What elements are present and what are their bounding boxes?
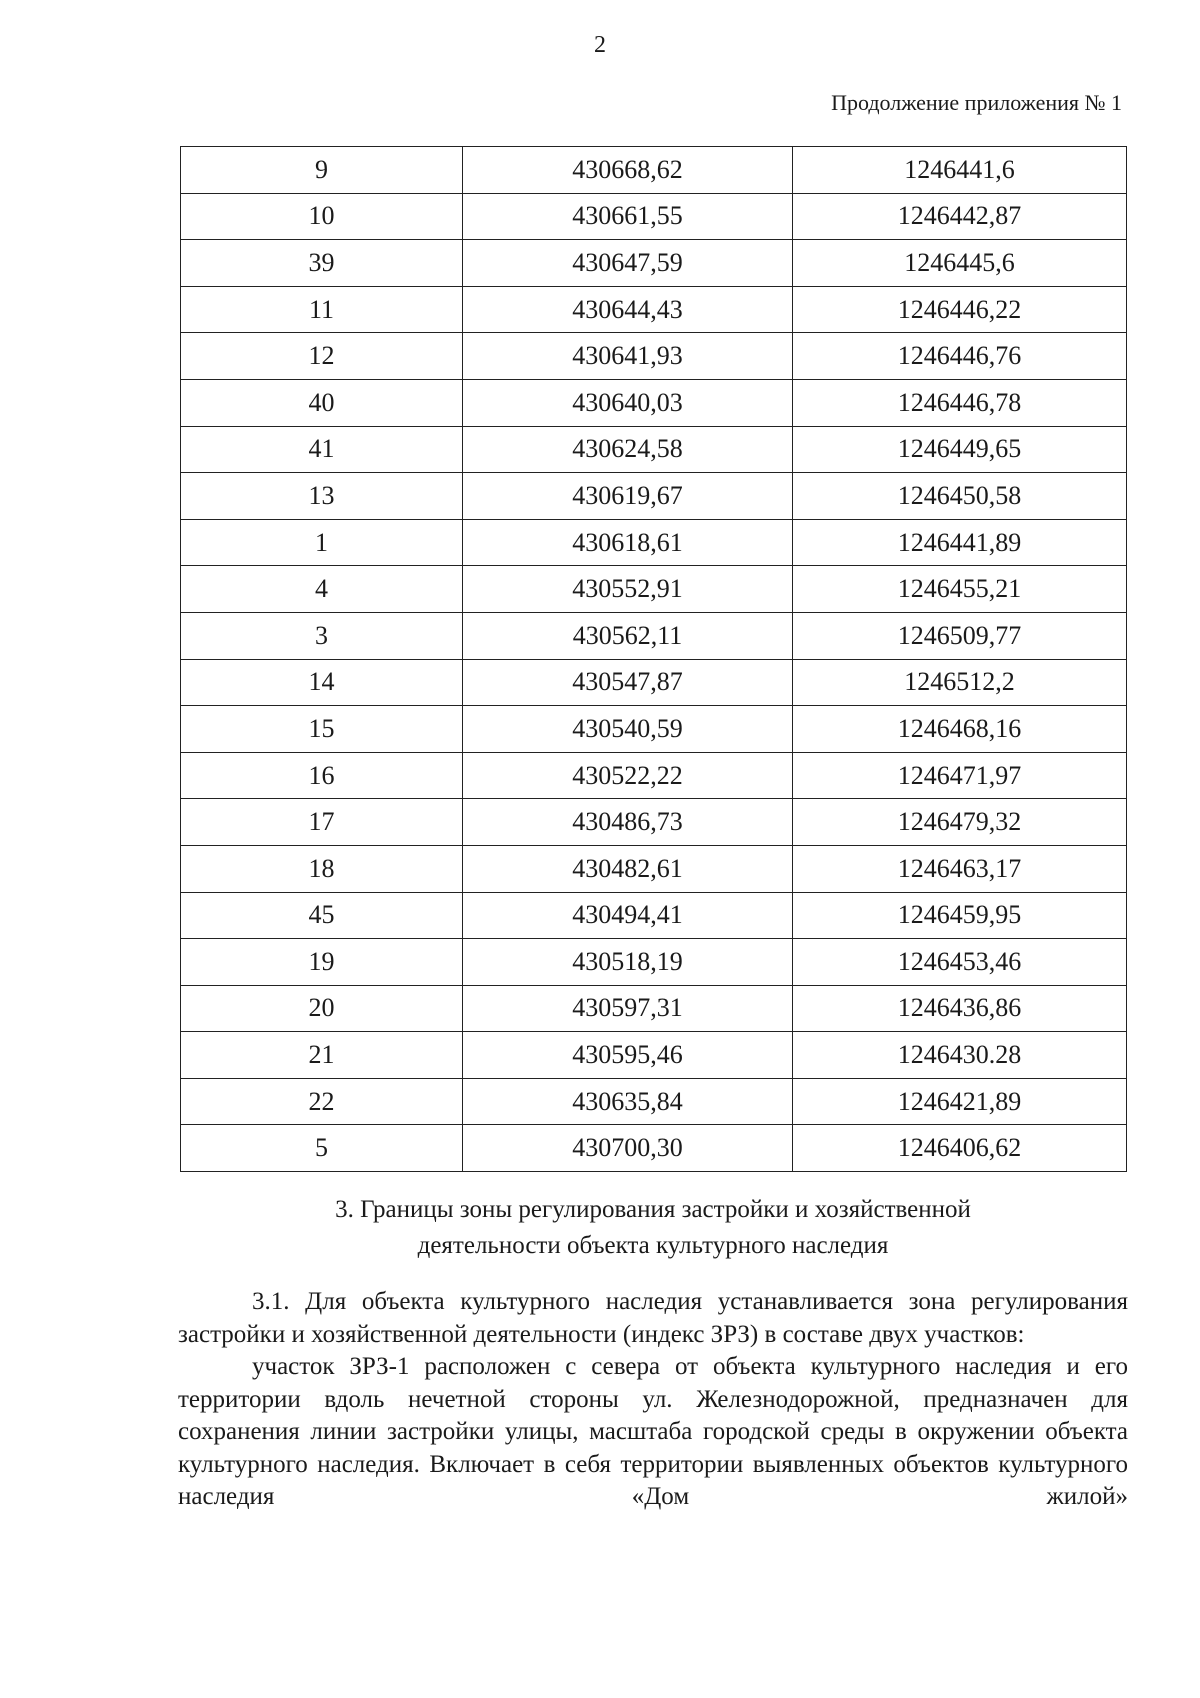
x-coordinate-cell: 430482,61 — [463, 845, 793, 892]
point-number-cell: 17 — [181, 799, 463, 846]
table-row — [181, 566, 1127, 613]
x-coordinate-cell: 430700,30 — [463, 1125, 793, 1172]
y-coordinate-cell: 1246471,97 — [793, 752, 1127, 799]
table-row — [181, 1125, 1127, 1172]
point-number-cell: 18 — [181, 845, 463, 892]
table-row — [181, 892, 1127, 939]
y-coordinate-cell: 1246445,6 — [793, 240, 1127, 287]
table-row — [181, 519, 1127, 566]
y-coordinate-cell: 1246446,76 — [793, 333, 1127, 380]
y-coordinate-cell: 1246441,89 — [793, 519, 1127, 566]
y-coordinate-cell: 1246479,32 — [793, 799, 1127, 846]
point-number-cell: 13 — [181, 473, 463, 520]
x-coordinate-cell: 430595,46 — [463, 1032, 793, 1079]
x-coordinate-cell: 430552,91 — [463, 566, 793, 613]
x-coordinate-cell: 430668,62 — [463, 147, 793, 194]
point-number-cell: 45 — [181, 892, 463, 939]
point-number-cell: 40 — [181, 379, 463, 426]
point-number-cell: 12 — [181, 333, 463, 380]
x-coordinate-cell: 430644,43 — [463, 286, 793, 333]
point-number-cell: 9 — [181, 147, 463, 194]
table-row — [181, 379, 1127, 426]
page-number: 2 — [594, 32, 606, 58]
table-row — [181, 240, 1127, 287]
point-number-cell: 15 — [181, 706, 463, 753]
paragraph-3-1: 3.1. Для объекта культурного наследия устанавливается зона регулирования застройки и хозяйственной деятельности (индекс ЗРЗ) в составе двух участков: — [178, 1288, 1128, 1348]
x-coordinate-cell: 430547,87 — [463, 659, 793, 706]
point-number-cell: 4 — [181, 566, 463, 613]
table-row — [181, 147, 1127, 194]
x-coordinate-cell: 430597,31 — [463, 985, 793, 1032]
point-number-cell: 3 — [181, 612, 463, 659]
x-coordinate-cell: 430618,61 — [463, 519, 793, 566]
section-heading — [180, 1192, 1126, 1264]
point-number-cell: 19 — [181, 939, 463, 986]
y-coordinate-cell: 1246446,78 — [793, 379, 1127, 426]
x-coordinate-cell: 430640,03 — [463, 379, 793, 426]
table-row — [181, 939, 1127, 986]
x-coordinate-cell: 430522,22 — [463, 752, 793, 799]
point-number-cell: 10 — [181, 193, 463, 240]
point-number-cell: 5 — [181, 1125, 463, 1172]
coordinates-table-body — [181, 147, 1127, 1172]
point-number-cell: 1 — [181, 519, 463, 566]
table-row — [181, 1078, 1127, 1125]
table-row — [181, 333, 1127, 380]
y-coordinate-cell: 1246509,77 — [793, 612, 1127, 659]
point-number-cell: 20 — [181, 985, 463, 1032]
x-coordinate-cell: 430486,73 — [463, 799, 793, 846]
y-coordinate-cell: 1246449,65 — [793, 426, 1127, 473]
table-row — [181, 985, 1127, 1032]
x-coordinate-cell: 430661,55 — [463, 193, 793, 240]
y-coordinate-cell: 1246436,86 — [793, 985, 1127, 1032]
body-text — [178, 1286, 1128, 1514]
table-row — [181, 426, 1127, 473]
table-row — [181, 845, 1127, 892]
table-row — [181, 752, 1127, 799]
table-row — [181, 286, 1127, 333]
table-row — [181, 193, 1127, 240]
y-coordinate-cell: 1246441,6 — [793, 147, 1127, 194]
x-coordinate-cell: 430518,19 — [463, 939, 793, 986]
y-coordinate-cell: 1246442,87 — [793, 193, 1127, 240]
x-coordinate-cell: 430540,59 — [463, 706, 793, 753]
point-number-cell: 41 — [181, 426, 463, 473]
point-number-cell: 22 — [181, 1078, 463, 1125]
y-coordinate-cell: 1246463,17 — [793, 845, 1127, 892]
x-coordinate-cell: 430647,59 — [463, 240, 793, 287]
table-row — [181, 799, 1127, 846]
x-coordinate-cell: 430494,41 — [463, 892, 793, 939]
x-coordinate-cell: 430619,67 — [463, 473, 793, 520]
y-coordinate-cell: 1246450,58 — [793, 473, 1127, 520]
x-coordinate-cell: 430624,58 — [463, 426, 793, 473]
table-row — [181, 706, 1127, 753]
y-coordinate-cell: 1246455,21 — [793, 566, 1127, 613]
appendix-continuation-label: Продолжение приложения № 1 — [831, 90, 1122, 115]
table-row — [181, 473, 1127, 520]
section-heading-line-1: 3. Границы зоны регулирования застройки и хозяйственной — [335, 1196, 971, 1223]
point-number-cell: 21 — [181, 1032, 463, 1079]
y-coordinate-cell: 1246453,46 — [793, 939, 1127, 986]
y-coordinate-cell: 1246430.28 — [793, 1032, 1127, 1079]
coordinates-table — [180, 146, 1127, 1172]
x-coordinate-cell: 430635,84 — [463, 1078, 793, 1125]
point-number-cell: 39 — [181, 240, 463, 287]
x-coordinate-cell: 430641,93 — [463, 333, 793, 380]
point-number-cell: 14 — [181, 659, 463, 706]
y-coordinate-cell: 1246468,16 — [793, 706, 1127, 753]
y-coordinate-cell: 1246421,89 — [793, 1078, 1127, 1125]
section-heading-line-2: деятельности объекта культурного наследия — [417, 1232, 889, 1259]
y-coordinate-cell: 1246446,22 — [793, 286, 1127, 333]
table-row — [181, 612, 1127, 659]
paragraph-zrz-1: участок ЗРЗ-1 расположен с севера от объекта культурного наследия и его территории вдоль нечетной стороны ул. Железнодорожной, предназначен для сохранения линии застройки улицы, масштаба городской среды в окружении объекта культурного наследия. Включает в себя территории выявленных объектов культурного наследия «Дом жилой» — [178, 1353, 1128, 1510]
y-coordinate-cell: 1246512,2 — [793, 659, 1127, 706]
y-coordinate-cell: 1246459,95 — [793, 892, 1127, 939]
point-number-cell: 16 — [181, 752, 463, 799]
table-row — [181, 1032, 1127, 1079]
y-coordinate-cell: 1246406,62 — [793, 1125, 1127, 1172]
point-number-cell: 11 — [181, 286, 463, 333]
x-coordinate-cell: 430562,11 — [463, 612, 793, 659]
table-row — [181, 659, 1127, 706]
